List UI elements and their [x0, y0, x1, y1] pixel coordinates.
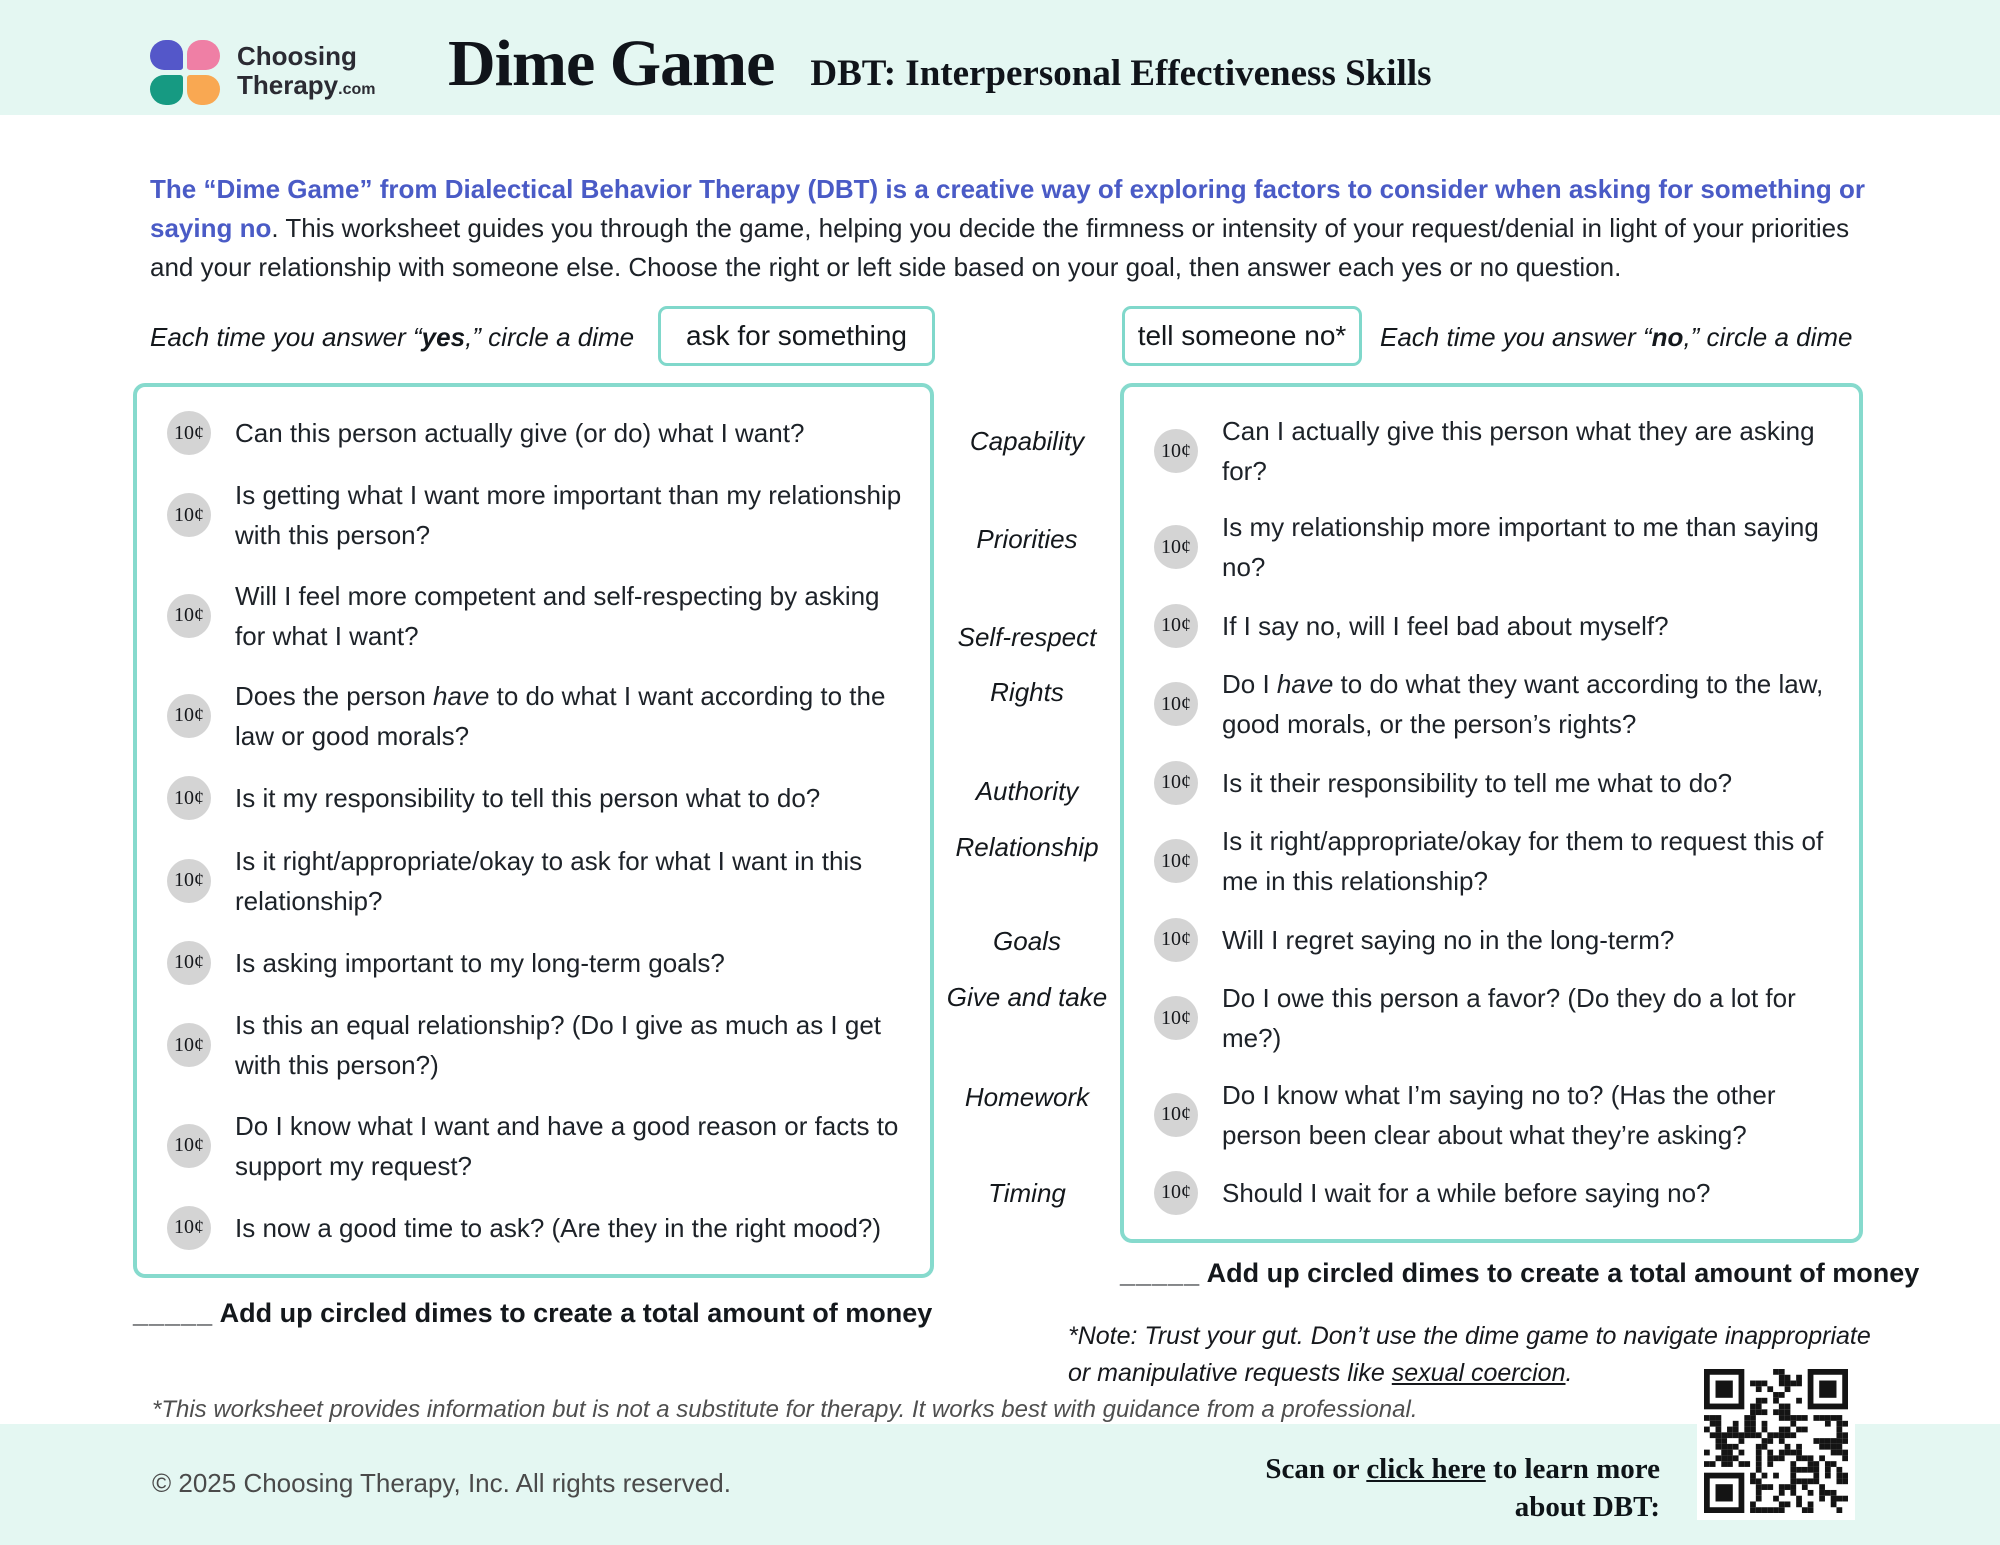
category-self-respect: Self-respect	[957, 622, 1097, 652]
sexual-coercion-link[interactable]: sexual coercion	[1391, 1359, 1566, 1387]
question-text: Do I know what I’m saying no to? (Has the other person been clear about what they’re asking?	[1222, 1079, 1776, 1150]
question-text: Is getting what I want more important than my relationship with this person?	[235, 480, 902, 551]
question-text: Does the person have to do what I want according to the law or good morals?	[235, 680, 886, 751]
ask-questions-panel	[133, 383, 934, 1278]
dime-icon: 10¢	[167, 776, 211, 820]
logo-petal-pink	[187, 40, 220, 70]
question-text: Is my relationship more important to me than saying no?	[1222, 512, 1819, 583]
question-text: Will I feel more competent and self-respecting by asking for what I want?	[235, 580, 880, 651]
choosing-therapy-logo	[150, 40, 376, 106]
logo-wordmark	[237, 42, 376, 104]
addup-line-left: _____ Add up circled dimes to create a total amount of money	[133, 1298, 933, 1328]
logo-suffix: .com	[338, 81, 376, 98]
scan-text: Scan or click here to learn more about DBT:	[1265, 1453, 1660, 1523]
dime-icon: 10¢	[1154, 761, 1198, 805]
title-row	[448, 26, 1432, 102]
intro-paragraph	[150, 170, 1870, 287]
question-row	[1124, 604, 1839, 648]
dime-icon: 10¢	[1154, 839, 1198, 883]
question-row	[137, 1106, 910, 1186]
page-subtitle: DBT: Interpersonal Effectiveness Skills	[810, 53, 1432, 94]
logo-mark-icon	[150, 40, 222, 106]
question-text: Is it right/appropriate/okay to ask for what I want in this relationship?	[235, 845, 863, 916]
category-priorities: Priorities	[976, 524, 1078, 554]
question-row	[137, 841, 910, 921]
category-timing: Timing	[988, 1178, 1066, 1208]
question-row	[1124, 821, 1839, 901]
category-capability: Capability	[969, 426, 1085, 456]
dime-icon: 10¢	[167, 1206, 211, 1250]
copyright-text: © 2025 Choosing Therapy, Inc. All rights reserved.	[152, 1468, 731, 1498]
question-row	[1124, 664, 1839, 744]
question-row	[1124, 1075, 1839, 1155]
question-row	[137, 1206, 910, 1250]
tell-no-questions-panel	[1120, 383, 1863, 1243]
question-text: Is it their responsibility to tell me what to do?	[1222, 767, 1733, 798]
question-row	[1124, 761, 1839, 805]
question-row	[137, 411, 910, 455]
logo-petal-orange	[187, 75, 220, 105]
dime-icon: 10¢	[167, 941, 211, 985]
question-text: Is it right/appropriate/okay for them to request this of me in this relationship?	[1222, 826, 1824, 897]
dime-icon: 10¢	[1154, 604, 1198, 648]
category-authority: Authority	[975, 776, 1079, 806]
question-row	[137, 941, 910, 985]
question-row	[1124, 411, 1839, 491]
question-row	[137, 1005, 910, 1085]
dime-icon: 10¢	[1154, 996, 1198, 1040]
question-row	[137, 676, 910, 756]
note-text: *Note: Trust your gut. Don’t use the dime game to navigate inappropriate or manipulative requests like sexual coercion.	[1068, 1322, 1871, 1387]
question-row	[137, 475, 910, 555]
dime-icon: 10¢	[1154, 525, 1198, 569]
page-title: Dime Game	[448, 27, 775, 100]
question-text: Do I have to do what they want according to the law, good morals, or the person’s rights?	[1222, 669, 1824, 740]
question-text: Do I know what I want and have a good reason or facts to support my request?	[235, 1110, 899, 1181]
question-row	[1124, 918, 1839, 962]
qr-code	[1697, 1362, 1855, 1520]
question-text: If I say no, will I feel bad about myself?	[1222, 610, 1669, 641]
intro-rest: . This worksheet guides you through the game, helping you decide the firmness or intensity of your request/denial in light of your priorities and your relationship with someone else. Choose the right or left side based on your goal, then answer each yes or no question.	[150, 213, 1850, 282]
question-text: Will I regret saying no in the long-term?	[1222, 924, 1675, 955]
dime-icon: 10¢	[167, 1124, 211, 1168]
logo-petal-purple	[150, 40, 183, 70]
logo-word-therapy: Therapy.com	[237, 70, 376, 100]
qr-code-svg	[1704, 1369, 1848, 1513]
disclaimer-text: *This worksheet provides information but is not a substitute for therapy. It works best with guidance from a professional.	[152, 1396, 1418, 1423]
question-text: Is it my responsibility to tell this person what to do?	[235, 783, 821, 814]
dime-icon: 10¢	[167, 859, 211, 903]
dime-icon: 10¢	[1154, 1093, 1198, 1137]
dime-icon: 10¢	[167, 493, 211, 537]
dime-icon: 10¢	[167, 694, 211, 738]
dime-icon: 10¢	[167, 594, 211, 638]
dime-icon: 10¢	[1154, 1171, 1198, 1215]
logo-word-choosing: Choosing	[237, 41, 357, 71]
dime-icon: 10¢	[167, 1023, 211, 1067]
dime-icon: 10¢	[167, 411, 211, 455]
question-text: Is now a good time to ask? (Are they in the right mood?)	[235, 1212, 882, 1243]
right-prompt: Each time you answer “no,” circle a dime	[1380, 322, 1853, 352]
question-text: Can I actually give this person what they are asking for?	[1222, 416, 1815, 486]
question-row	[1124, 1171, 1839, 1215]
ask-for-something-box: ask for something	[658, 306, 935, 366]
question-text: Do I owe this person a favor? (Do they do a lot for me?)	[1222, 983, 1796, 1054]
left-prompt: Each time you answer “yes,” circle a dime	[150, 322, 635, 352]
category-homework: Homework	[964, 1082, 1090, 1112]
question-row	[1124, 507, 1839, 587]
category-goals: Goals	[993, 926, 1061, 956]
question-text: Is asking important to my long-term goals?	[235, 947, 725, 978]
question-row	[1124, 978, 1839, 1058]
dime-icon: 10¢	[1154, 682, 1198, 726]
click-here-link[interactable]: click here	[1366, 1453, 1486, 1485]
category-give-and-take: Give and take	[946, 982, 1108, 1012]
question-row	[137, 576, 910, 656]
dime-icon: 10¢	[1154, 918, 1198, 962]
question-text: Can this person actually give (or do) what I want?	[235, 418, 805, 448]
addup-line-right: _____ Add up circled dimes to create a total amount of money	[1120, 1258, 1920, 1288]
question-text: Is this an equal relationship? (Do I give as much as I get with this person?)	[235, 1010, 882, 1081]
question-row	[137, 776, 910, 820]
tell-someone-no-box: tell someone no*	[1122, 306, 1362, 366]
dime-icon: 10¢	[1154, 429, 1198, 473]
question-text: Should I wait for a while before saying no?	[1222, 1177, 1711, 1208]
category-relationship: Relationship	[955, 832, 1099, 862]
category-rights: Rights	[990, 677, 1064, 707]
intro-highlight: The “Dime Game” from Dialectical Behavior Therapy (DBT) is a creative way of exploring factors to consider when asking for something or saying no	[150, 174, 1865, 243]
logo-petal-teal	[150, 75, 183, 105]
